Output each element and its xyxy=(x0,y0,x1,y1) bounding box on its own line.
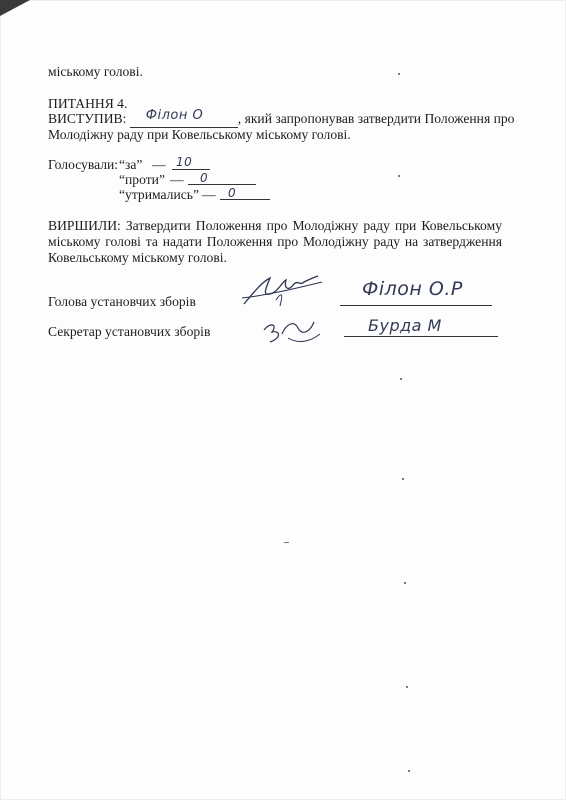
speaker-label: ВИСТУПИВ: xyxy=(48,111,127,126)
scan-speck xyxy=(398,73,400,75)
vote-against-label: “проти” xyxy=(119,172,165,187)
decision-line-1 xyxy=(48,218,502,234)
decision-line-2: міському голові та надати Положення про Молодіжну раду на затвердження xyxy=(48,234,502,249)
speaker-line xyxy=(48,108,515,128)
continued-line: міському голові. xyxy=(48,64,143,79)
scan-speck xyxy=(398,175,400,177)
secretary-name-handwritten: Бурда М xyxy=(368,316,442,335)
decision-text: Затвердити Положення про Молодіжну раду при Ковельському xyxy=(125,218,502,233)
vote-against-dash: — xyxy=(170,172,184,187)
speaker-name-field xyxy=(130,108,238,128)
speaker-text-continued: Молодіжну раду при Ковельському міському голові. xyxy=(48,127,351,142)
scan-speck xyxy=(406,686,408,688)
scan-corner-mark xyxy=(0,0,30,16)
speaker-text: , який запропонував затвердити Положення про xyxy=(237,111,515,126)
chair-name-handwritten: Філон О.Р xyxy=(362,278,463,300)
vote-against-underline xyxy=(188,184,256,185)
vote-against-value: 0 xyxy=(200,171,209,185)
chair-signature xyxy=(240,270,340,310)
secretary-name-underline xyxy=(344,336,498,337)
chair-name-underline xyxy=(340,305,492,306)
secretary-label: Секретар установчих зборів xyxy=(48,324,211,339)
secretary-signature xyxy=(258,308,348,348)
scan-speck xyxy=(284,542,289,543)
scan-speck xyxy=(404,582,406,584)
vote-for-value: 10 xyxy=(176,155,193,169)
chair-label: Голова установчих зборів xyxy=(48,294,196,309)
decision-line-3: Ковельському міському голові. xyxy=(48,250,227,265)
scan-speck xyxy=(402,478,404,480)
scan-speck xyxy=(400,378,402,380)
vote-abstain-label: “утримались” xyxy=(119,187,199,202)
question-heading: ПИТАННЯ 4. xyxy=(48,96,128,111)
vote-label: Голосували: xyxy=(48,157,119,172)
vote-abstain-value: 0 xyxy=(228,186,237,200)
speaker-name-handwritten: Філон О xyxy=(145,108,204,123)
vote-abstain-dash: — xyxy=(202,187,216,202)
scan-speck xyxy=(408,770,410,772)
vote-for-label: “за” xyxy=(119,157,143,172)
decision-label: ВИРШИЛИ: xyxy=(48,218,121,233)
vote-for-dash: — xyxy=(152,157,166,172)
